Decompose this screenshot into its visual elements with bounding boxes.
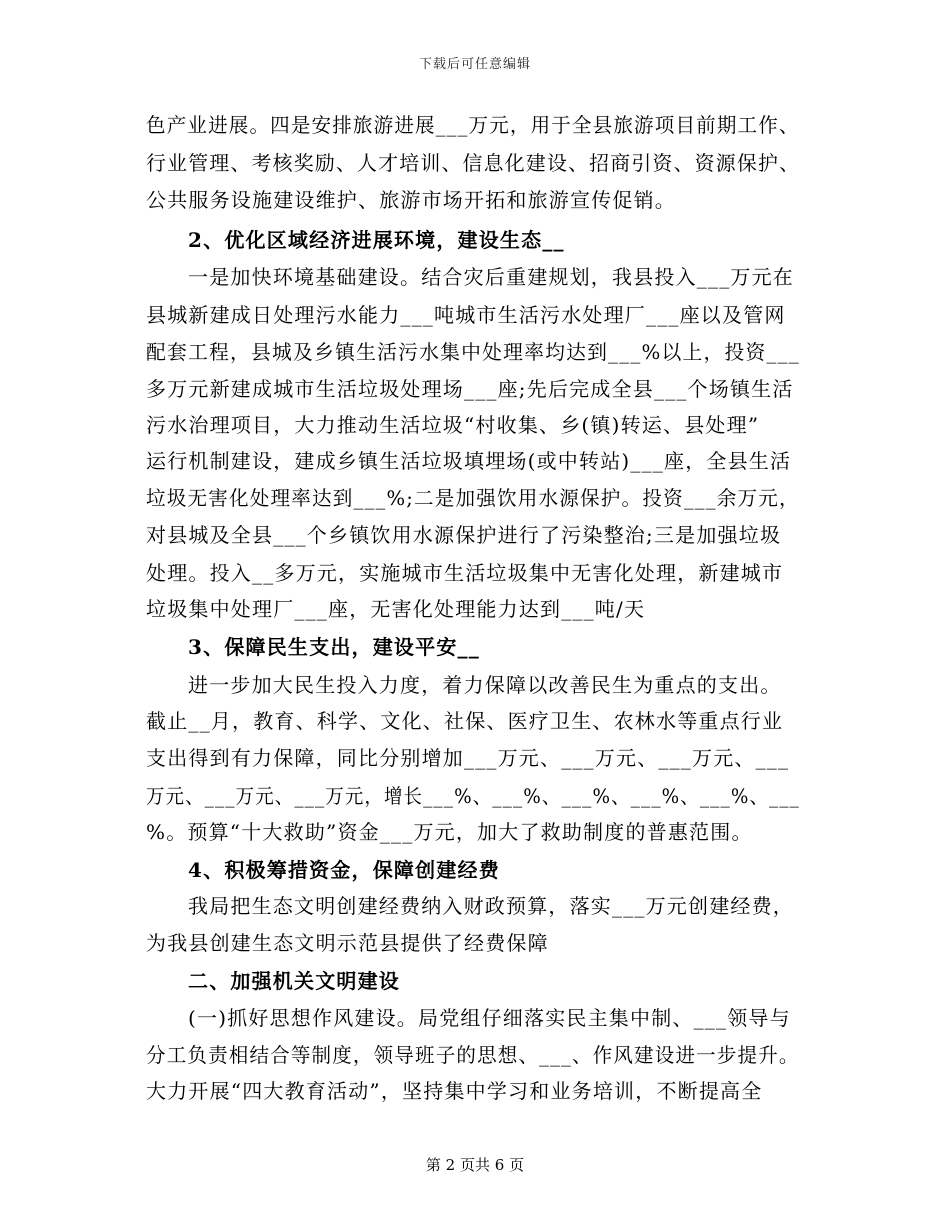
body-text-line: 垃圾无害化处理率达到___%;二是加强饮用水源保护。投资___余万元， [146, 486, 800, 510]
body-text-line: (一)抓好思想作风建设。局党组仔细落实民主集中制、___领导与 [188, 1006, 791, 1030]
section-heading: 二、加强机关文明建设 [188, 969, 400, 993]
body-text-line: 公共服务设施建设维护、旅游市场开拓和旅游宣传促销。 [146, 188, 676, 212]
body-text-line: 县城新建成日处理污水能力___吨城市生活污水处理厂___座以及管网 [146, 303, 786, 327]
body-text-line: 配套工程，县城及乡镇生活污水集中处理率均达到___%以上，投资___ [146, 340, 800, 364]
section-heading: 4、积极筹措资金，保障创建经费 [188, 858, 500, 882]
section-heading: 3、保障民生支出，建设平安__ [188, 635, 480, 659]
body-text-line: 对县城及全县___个乡镇饮用水源保护进行了污染整治;三是加强垃圾 [146, 523, 782, 547]
page-header: 下载后可任意编辑 [418, 57, 531, 72]
body-text-line: 污水治理项目，大力推动生活垃圾“村收集、乡(镇)转运、县处理” [146, 413, 760, 437]
body-text-line: 大力开展“四大教育活动”，坚持集中学习和业务培训，不断提高全 [146, 1079, 763, 1103]
section-heading: 2、优化区域经济进展环境，建设生态__ [188, 228, 565, 252]
body-text-line: 截止__月，教育、科学、文化、社保、医疗卫生、农林水等重点行业 [146, 709, 784, 733]
body-text-line: 为我县创建生态文明示范县提供了经费保障 [146, 931, 549, 955]
body-text-line: 色产业进展。四是安排旅游进展___万元，用于全县旅游项目前期工作、 [146, 113, 800, 137]
body-text-line: 万元、___万元、___万元，增长___%、___%、___%、___%、___%、___ [146, 784, 801, 808]
body-text-line: 我局把生态文明创建经费纳入财政预算，落实___万元创建经费， [188, 894, 794, 918]
body-text-line: 进一步加大民生投入力度，着力保障以改善民生为重点的支出。 [188, 673, 782, 697]
body-text-line: 处理。投入__多万元，实施城市生活垃圾集中无害化处理，新建城市 [146, 561, 784, 585]
body-text-line: %。预算“十大救助”资金___万元，加大了救助制度的普惠范围。 [146, 820, 753, 844]
body-text-line: 垃圾集中处理厂___座，无害化处理能力达到___吨/天 [146, 597, 646, 621]
page-footer: 第 2 页共 6 页 [425, 1156, 525, 1174]
body-text-line: 支出得到有力保障，同比分别增加___万元、___万元、___万元、___ [146, 746, 790, 770]
body-text-line: 运行机制建设，建成乡镇生活垃圾填埋场(或中转站)___座，全县生活 [146, 449, 792, 473]
body-text-line: 行业管理、考核奖励、人才培训、信息化建设、招商引资、资源保护、 [146, 151, 801, 175]
body-text-line: 多万元新建成城市生活垃圾处理场___座;先后完成全县___个场镇生活 [146, 377, 794, 401]
body-text-line: 一是加快环境基础建设。结合灾后重建规划，我县投入___万元在 [188, 265, 794, 289]
body-text-line: 分工负责相结合等制度，领导班子的思想、___、作风建设进一步提升。 [146, 1043, 800, 1067]
